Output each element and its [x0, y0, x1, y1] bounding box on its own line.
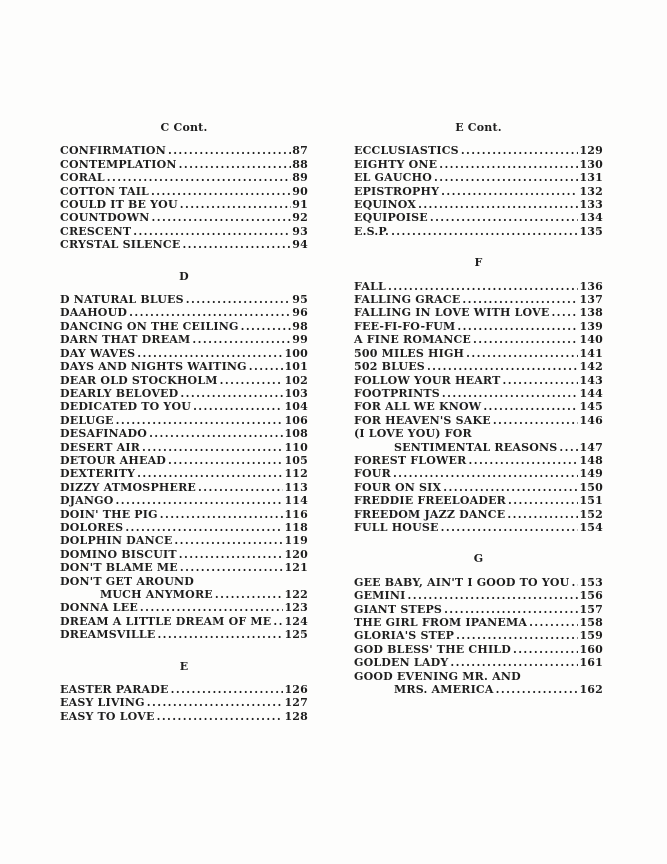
toc-entry — [354, 441, 603, 454]
dot-leader — [182, 238, 291, 251]
toc-entry — [60, 306, 308, 319]
dot-leader — [273, 615, 283, 628]
toc-entry — [354, 171, 603, 184]
dot-leader — [180, 198, 292, 211]
toc-entry — [60, 508, 308, 521]
dot-leader — [116, 414, 284, 427]
page-number: 157 — [579, 602, 603, 616]
dot-leader — [129, 306, 291, 319]
toc-entry — [60, 628, 308, 641]
song-title: DAYS AND NIGHTS WAITING — [60, 360, 247, 374]
toc-entry — [354, 333, 603, 346]
dot-leader — [151, 185, 291, 198]
toc-entry — [60, 333, 308, 346]
dot-leader — [137, 467, 283, 480]
page-number: 133 — [579, 198, 603, 212]
song-title: DARN THAT DREAM — [60, 333, 191, 347]
song-title: FOOTPRINTS — [354, 386, 440, 400]
dot-leader — [125, 521, 283, 534]
page-number: 98 — [292, 319, 308, 333]
song-title: FOUR ON SIX — [354, 480, 442, 494]
toc-entry — [60, 198, 308, 211]
section-header: E Cont. — [455, 121, 502, 134]
dot-leader — [408, 589, 579, 602]
toc-entry — [354, 508, 603, 521]
toc-entry — [354, 427, 603, 440]
toc-entry — [60, 414, 308, 427]
page-number: 120 — [284, 547, 308, 561]
toc-entry — [354, 467, 603, 480]
page-number: 134 — [579, 211, 603, 225]
dot-leader — [215, 588, 284, 601]
toc-entry — [60, 601, 308, 614]
toc-entry — [60, 561, 308, 574]
section-header: E — [179, 659, 189, 673]
toc-entry — [60, 400, 308, 413]
page-number: 137 — [579, 293, 603, 307]
page-number: 156 — [579, 589, 603, 603]
song-title: MUCH ANYMORE — [100, 588, 213, 601]
page-number: 123 — [284, 601, 308, 615]
page-number: 131 — [579, 171, 603, 185]
dot-leader — [513, 643, 578, 656]
page-number: 152 — [579, 507, 603, 521]
toc-entry — [60, 374, 308, 387]
page-number: 94 — [292, 238, 308, 252]
song-title: EASTER PARADE — [60, 683, 169, 697]
song-title: FOR ALL WE KNOW — [354, 400, 482, 414]
dot-leader — [529, 616, 578, 629]
dot-leader — [508, 494, 578, 507]
page-number: 144 — [579, 386, 603, 400]
song-title: ECCLUSIASTICS — [354, 144, 459, 158]
toc-entry — [354, 400, 603, 413]
dot-leader — [241, 320, 292, 333]
page-number: 114 — [284, 494, 308, 508]
toc-entry — [354, 670, 603, 683]
dot-leader — [388, 280, 578, 293]
song-title: 502 BLUES — [354, 360, 425, 374]
dot-leader — [152, 211, 292, 224]
page-number: 135 — [579, 224, 603, 238]
song-title: DONNA LEE — [60, 601, 138, 615]
toc-entry — [60, 575, 308, 588]
dot-leader — [559, 441, 578, 454]
page-number: 124 — [284, 614, 308, 628]
toc-entry — [60, 387, 308, 400]
song-title: DJANGO — [60, 494, 114, 508]
page-number: 148 — [579, 453, 603, 467]
song-title: GOD BLESS' THE CHILD — [354, 642, 511, 656]
dot-leader — [450, 656, 578, 669]
toc-entry — [354, 656, 603, 669]
page-number: 132 — [579, 184, 603, 198]
song-title: FALLING IN LOVE WITH LOVE — [354, 306, 550, 320]
toc-entry — [60, 467, 308, 480]
song-title: DEXTERITY — [60, 467, 136, 481]
toc-entry — [60, 347, 308, 360]
toc-entry — [354, 414, 603, 427]
song-title: GOLDEN LADY — [354, 656, 449, 670]
dot-leader — [418, 198, 578, 211]
dot-leader — [157, 628, 283, 641]
song-title: EQUIPOISE — [354, 211, 428, 225]
page-number: 126 — [284, 683, 308, 697]
dot-leader — [468, 454, 578, 467]
dot-leader — [168, 454, 283, 467]
toc-entry — [354, 521, 603, 534]
toc-entry — [354, 144, 603, 157]
dot-leader — [439, 158, 578, 171]
dot-leader — [107, 171, 292, 184]
song-title: GOOD EVENING MR. AND — [354, 669, 521, 683]
page-number: 105 — [284, 453, 308, 467]
dot-leader — [198, 481, 283, 494]
toc-entry — [354, 185, 603, 198]
toc-entry — [60, 211, 308, 224]
toc-entry — [60, 548, 308, 561]
page-number: 142 — [579, 360, 603, 374]
toc-entry — [354, 320, 603, 333]
toc-entry — [60, 158, 308, 171]
dot-leader — [160, 508, 284, 521]
page-number: 101 — [284, 360, 308, 374]
song-title: EQUINOX — [354, 198, 417, 212]
dot-leader — [157, 710, 284, 723]
page-number: 143 — [579, 373, 603, 387]
page-number: 119 — [284, 534, 308, 548]
section-header: C Cont. — [160, 121, 208, 134]
toc-entry — [354, 643, 603, 656]
page-number: 95 — [292, 293, 308, 307]
song-title: THE GIRL FROM IPANEMA — [354, 616, 528, 629]
dot-leader — [171, 683, 284, 696]
toc-entry — [354, 280, 603, 293]
dot-leader — [179, 158, 292, 171]
song-title: (I LOVE YOU) FOR — [354, 427, 472, 441]
toc-entry — [354, 454, 603, 467]
toc-entry — [60, 710, 308, 723]
song-title: FULL HOUSE — [354, 520, 439, 534]
song-title: GLORIA'S STEP — [354, 629, 455, 643]
song-title: DREAMSVILLE — [60, 628, 156, 642]
page-number: 102 — [284, 373, 308, 387]
dot-leader — [496, 683, 579, 696]
dot-leader — [466, 347, 578, 360]
page-number: 91 — [292, 198, 308, 212]
toc-entry — [60, 293, 308, 306]
toc-column-right — [354, 121, 603, 696]
page-number: 122 — [284, 588, 308, 601]
page-number: 100 — [284, 346, 308, 360]
page-number: 116 — [284, 507, 308, 521]
song-title: DAY WAVES — [60, 346, 136, 360]
toc-column-left — [60, 121, 308, 723]
song-title: FEE-FI-FO-FUM — [354, 319, 456, 333]
dot-leader — [174, 534, 283, 547]
toc-entry — [354, 576, 603, 589]
toc-entry — [60, 696, 308, 709]
toc-entry — [60, 427, 308, 440]
song-title: SENTIMENTAL REASONS — [394, 440, 558, 454]
song-title: FOREST FLOWER — [354, 453, 467, 467]
dot-leader — [140, 601, 284, 614]
dot-leader — [462, 293, 578, 306]
song-title: A FINE ROMANCE — [354, 333, 472, 347]
dot-leader — [430, 211, 579, 224]
dot-leader — [393, 467, 579, 480]
toc-entry — [60, 534, 308, 547]
song-title: CONTEMPLATION — [60, 157, 177, 171]
toc-entry — [354, 225, 603, 238]
page-number: 93 — [292, 224, 308, 238]
dot-leader — [180, 561, 284, 574]
page-number: 89 — [292, 171, 308, 185]
dot-leader — [442, 387, 579, 400]
page-number: 136 — [579, 279, 603, 293]
toc-entry — [60, 185, 308, 198]
song-title: FREEDOM JAZZ DANCE — [354, 507, 506, 521]
dot-leader — [456, 629, 578, 642]
dot-leader — [502, 374, 578, 387]
toc-entry — [60, 683, 308, 696]
song-title: FOR HEAVEN'S SAKE — [354, 413, 491, 427]
dot-leader — [473, 333, 578, 346]
song-title: GEMINI — [354, 589, 406, 603]
dot-leader — [457, 320, 578, 333]
page-number: 128 — [284, 709, 308, 723]
song-title: GEE BABY, AIN'T I GOOD TO YOU — [354, 575, 570, 589]
song-title: DESAFINADO — [60, 427, 148, 441]
page-number: 141 — [579, 346, 603, 360]
toc-entry — [354, 481, 603, 494]
toc-entry — [60, 588, 308, 601]
page-number: 161 — [579, 656, 603, 670]
toc-entry — [60, 238, 308, 251]
page-number: 138 — [579, 306, 603, 320]
page-number: 106 — [284, 413, 308, 427]
song-title: DREAM A LITTLE DREAM OF ME — [60, 614, 272, 628]
dot-leader — [168, 144, 291, 157]
dot-leader — [493, 414, 579, 427]
toc-entry — [354, 683, 603, 696]
toc-entry — [60, 494, 308, 507]
page-number: 104 — [284, 400, 308, 414]
song-title: COULD IT BE YOU — [60, 198, 178, 212]
song-title: CRESCENT — [60, 224, 132, 238]
song-title: COTTON TAIL — [60, 184, 149, 198]
dot-leader — [391, 225, 578, 238]
song-title: D NATURAL BLUES — [60, 293, 184, 307]
toc-entry — [60, 441, 308, 454]
page-number: 127 — [284, 696, 308, 710]
page-number: 112 — [284, 467, 308, 481]
page-number: 99 — [292, 333, 308, 347]
dot-leader — [444, 603, 578, 616]
page-number: 158 — [579, 616, 603, 629]
dot-leader — [137, 347, 283, 360]
page-number: 160 — [579, 642, 603, 656]
song-title: DANCING ON THE CEILING — [60, 319, 239, 333]
toc-entry — [354, 494, 603, 507]
page-number: 150 — [579, 480, 603, 494]
song-title: EASY LIVING — [60, 696, 145, 710]
dot-leader — [483, 400, 578, 413]
dot-leader — [192, 333, 291, 346]
toc-entry — [60, 320, 308, 333]
page-number: 162 — [579, 683, 603, 697]
toc-entry — [60, 171, 308, 184]
song-title: 500 MILES HIGH — [354, 346, 465, 360]
toc-entry — [354, 387, 603, 400]
dot-leader — [434, 171, 578, 184]
song-title: GIANT STEPS — [354, 602, 443, 616]
song-title: FALLING GRACE — [354, 293, 461, 307]
dot-leader — [551, 306, 578, 319]
page-number: 139 — [579, 319, 603, 333]
page-number: 121 — [284, 561, 308, 575]
song-title: DIZZY ATMOSPHERE — [60, 480, 197, 494]
song-title: EASY TO LOVE — [60, 709, 155, 723]
song-title: DON'T GET AROUND — [60, 574, 194, 588]
toc-entry — [60, 521, 308, 534]
section-header: D — [179, 269, 189, 283]
toc-entry — [354, 198, 603, 211]
page-number: 140 — [579, 333, 603, 347]
toc-entry — [60, 615, 308, 628]
song-title: DETOUR AHEAD — [60, 453, 167, 467]
toc-entry — [354, 360, 603, 373]
toc-entry — [354, 629, 603, 642]
dot-leader — [461, 144, 579, 157]
dot-leader — [441, 185, 578, 198]
page-number: 146 — [579, 413, 603, 427]
page-number: 87 — [292, 144, 308, 158]
dot-leader — [441, 521, 579, 534]
dot-leader — [149, 427, 283, 440]
dot-leader — [133, 225, 291, 238]
toc-entry — [60, 225, 308, 238]
dot-leader — [180, 387, 283, 400]
section-header: F — [474, 256, 483, 270]
song-title: EPISTROPHY — [354, 184, 440, 198]
toc-entry — [354, 293, 603, 306]
page-number: 113 — [284, 480, 308, 494]
page-number: 151 — [579, 494, 603, 508]
song-title: DON'T BLAME ME — [60, 561, 178, 575]
toc-entry — [354, 374, 603, 387]
song-title: DOIN' THE PIG — [60, 507, 158, 521]
toc-entry — [60, 360, 308, 373]
song-title: FOLLOW YOUR HEART — [354, 373, 501, 387]
song-title: DEDICATED TO YOU — [60, 400, 192, 414]
song-title: DOLPHIN DANCE — [60, 534, 173, 548]
dot-leader — [193, 400, 283, 413]
dot-leader — [147, 696, 284, 709]
dot-leader — [249, 360, 284, 373]
song-title: DOMINO BISCUIT — [60, 547, 177, 561]
dot-leader — [427, 360, 578, 373]
page-number: 125 — [284, 628, 308, 642]
dot-leader — [507, 508, 578, 521]
song-title: MRS. AMERICA — [394, 683, 494, 697]
page-number: 110 — [284, 440, 308, 454]
song-title: EL GAUCHO — [354, 171, 432, 185]
toc-entry — [60, 481, 308, 494]
page-number: 108 — [284, 427, 308, 441]
page-number: 96 — [292, 306, 308, 320]
song-title: DELUGE — [60, 413, 114, 427]
page-number: 88 — [292, 157, 308, 171]
dot-leader — [220, 374, 284, 387]
page-number: 92 — [292, 211, 308, 225]
dot-leader — [443, 481, 578, 494]
song-title: FREDDIE FREELOADER — [354, 494, 507, 508]
toc-entry — [60, 144, 308, 157]
page-number: 159 — [579, 629, 603, 643]
page-number: 145 — [579, 400, 603, 414]
page-number: 153 — [579, 575, 603, 589]
dot-leader — [186, 293, 292, 306]
toc-entry — [354, 347, 603, 360]
dot-leader — [116, 494, 284, 507]
song-title: DESERT AIR — [60, 440, 141, 454]
toc-entry — [60, 454, 308, 467]
page-number: 103 — [284, 386, 308, 400]
page-number: 129 — [579, 144, 603, 158]
toc-entry — [354, 211, 603, 224]
song-title: E.S.P. — [354, 224, 390, 238]
toc-entry — [354, 158, 603, 171]
song-title: FALL — [354, 279, 386, 293]
page-number: 149 — [579, 467, 603, 481]
toc-entry — [354, 589, 603, 602]
song-title: CONFIRMATION — [60, 144, 166, 158]
song-title: EIGHTY ONE — [354, 157, 438, 171]
page-number: 147 — [579, 440, 603, 454]
song-title: DEARLY BELOVED — [60, 386, 179, 400]
song-title: FOUR — [354, 467, 391, 481]
song-title: COUNTDOWN — [60, 211, 150, 225]
song-title: DAAHOUD — [60, 306, 128, 320]
dot-leader — [179, 548, 284, 561]
toc-entry — [354, 306, 603, 319]
song-title: DOLORES — [60, 520, 124, 534]
song-title: DEAR OLD STOCKHOLM — [60, 373, 218, 387]
page-number: 130 — [579, 157, 603, 171]
page-number: 118 — [284, 520, 308, 534]
toc-entry — [354, 603, 603, 616]
toc-entry — [354, 616, 603, 629]
dot-leader — [571, 576, 578, 589]
page-number: 154 — [579, 520, 603, 534]
song-title: CORAL — [60, 171, 105, 185]
section-header: G — [473, 552, 484, 566]
song-title: CRYSTAL SILENCE — [60, 238, 181, 252]
dot-leader — [142, 441, 283, 454]
page-number: 90 — [292, 184, 308, 198]
